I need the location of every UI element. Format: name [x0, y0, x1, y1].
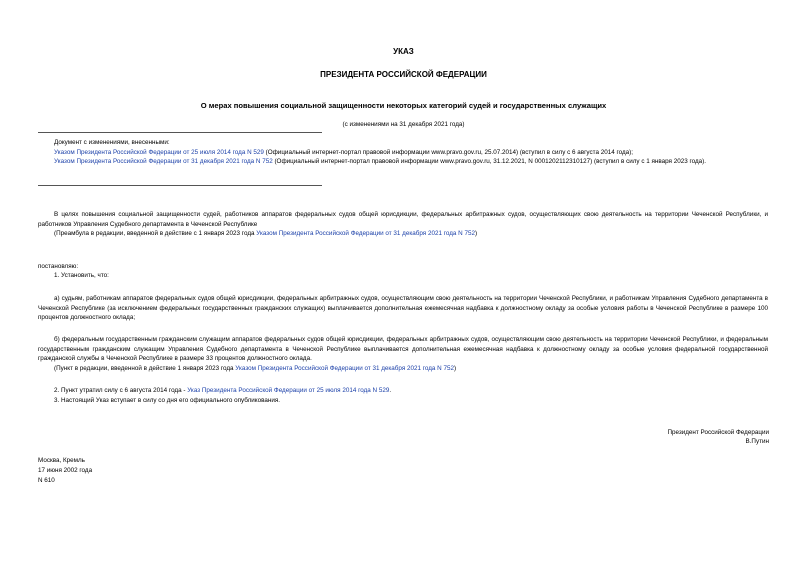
item-1b: б) федеральным государственным гражданским служащим аппаратов федеральных судов общей юрисдикции, федеральных арбитражных судов, осуществляющим свою деятельность на территории Чеченской Республики, и федеральным государственным гражданским служащим Управления Судебного департамента в Чеченской Республике выплачивается дополнительная ежемесячная надбавка к должностному окладу за особые условия федеральной государственной гражданской службы в Чеченской Республике в размере 33 процентов должностного оклада.: [38, 336, 768, 362]
item-1b-note-suffix: ): [453, 364, 457, 372]
amendments-block: [38, 138, 768, 167]
item-1b-note-link[interactable]: Указом Президента Российской Федерации от 31 декабря 2021 года N 752: [235, 364, 454, 372]
amendment-details: (Официальный интернет-портал правовой информации www.pravo.gov.ru, 31.12.2021, N 0001202112310127) (вступил в силу с 1 января 2023 года).: [272, 158, 707, 165]
amendment-item: [38, 148, 768, 158]
item-1b-note: [38, 364, 768, 374]
decree-number: N 610: [38, 477, 55, 484]
amendment-link-529[interactable]: Указом Президента Российской Федерации от 25 июля 2014 года N 529: [54, 148, 264, 156]
item-1b-note-prefix: (Пункт в редакции, введенной в действие 1 января 2023 года: [54, 364, 236, 372]
preamble-text: В целях повышения социальной защищенности судей, работников аппаратов федеральных судов общей юрисдикции, федеральных арбитражных судов, осуществляющих свою деятельность на территории Чеченской Республики, и работников Управления Судебного департамента в Чеченской Республике: [38, 211, 768, 228]
preamble: [38, 210, 768, 239]
place-of-signing: Москва, Кремль: [38, 457, 85, 464]
amendment-link-752[interactable]: Указом Президента Российской Федерации от 31 декабря 2021 года N 752: [54, 158, 273, 165]
amendments-intro: Документ с изменениями, внесенными:: [54, 139, 170, 146]
decree-word: постановляю:: [38, 263, 79, 270]
preamble-note: [38, 229, 768, 239]
item-2-prefix: 2. Пункт утратил силу с 6 августа 2014 года -: [54, 387, 188, 394]
signing-date: 17 июня 2002 года: [38, 467, 93, 474]
item-3: 3. Настоящий Указ вступает в силу со дня его официального опубликования.: [54, 397, 281, 404]
preamble-note-prefix: (Преамбула в редакции, введенной в действие с 1 января 2023 года: [54, 230, 257, 237]
amendments-top-rule: [38, 132, 322, 133]
amendments-bottom-rule: [38, 185, 322, 186]
item-1a: а) судьям, работникам аппаратов федеральных судов общей юрисдикции, федеральных арбитражных судов, осуществляющим свою деятельность на территории Чеченской Республики, и работникам Управления Судебного департамента в Чеченской Республике (за исключением федеральных государственных гражданских служащих) выплачивается дополнительная ежемесячная надбавка к должностному окладу за особые условия работы в Чеченской Республике в размере 100 процентов должностного оклада;: [38, 295, 768, 321]
amendment-details: (Официальный интернет-портал правовой информации www.pravo.gov.ru, 25.07.2014) (вступил в силу с 6 августа 2014 года);: [263, 148, 634, 156]
preamble-note-link[interactable]: Указом Президента Российской Федерации от 31 декабря 2021 года N 752: [256, 230, 475, 237]
item-1: 1. Установить, что:: [54, 272, 109, 279]
decree-heading: УКАЗ: [393, 47, 414, 56]
edition-note: (с изменениями на 31 декабря 2021 года): [342, 121, 465, 128]
document-title: О мерах повышения социальной защищенности некоторых категорий судей и государственных служащих: [200, 101, 607, 110]
preamble-note-suffix: ): [474, 230, 478, 237]
item-2-suffix: .: [389, 387, 392, 394]
signature-position: Президент Российской Федерации: [667, 429, 769, 436]
issuer-heading: ПРЕЗИДЕНТА РОССИЙСКОЙ ФЕДЕРАЦИИ: [320, 70, 487, 79]
item-2-link[interactable]: Указ Президента Российской Федерации от 25 июля 2014 года N 529: [187, 387, 390, 394]
item-2: [38, 386, 768, 396]
item-1b-block: [38, 335, 768, 373]
amendment-item: [38, 157, 768, 167]
signature-name: В.Путин: [745, 438, 769, 445]
